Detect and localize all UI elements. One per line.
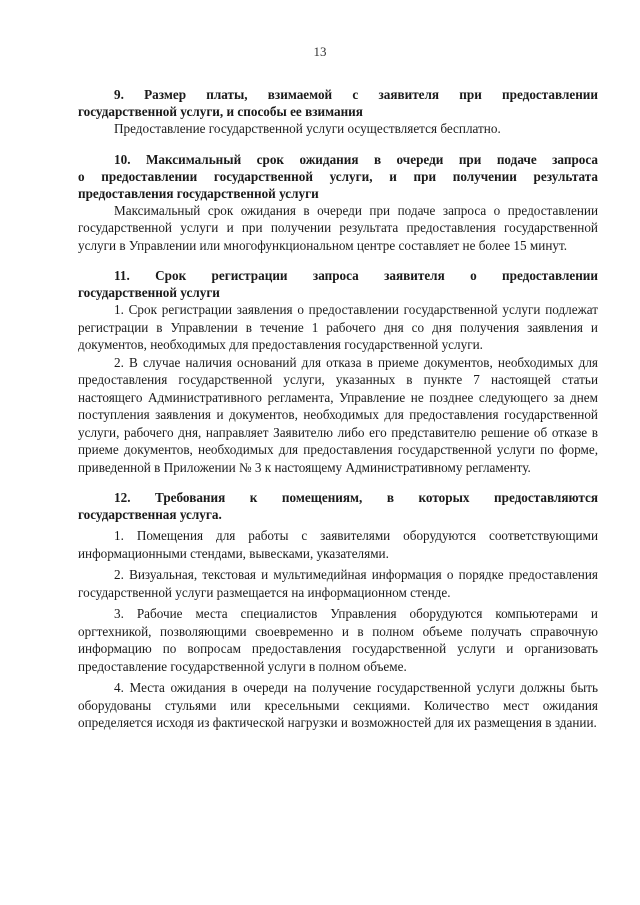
section-heading [78, 267, 598, 301]
section-heading-line2: государственная услуга. [78, 507, 222, 522]
document-content [78, 86, 598, 732]
section-heading [78, 151, 598, 202]
section-heading [78, 86, 598, 120]
section-heading [78, 489, 598, 523]
paragraph: 1. Помещения для работы с заявителями оборудуются соответствующими информационными стендами, вывесками, указателями. [78, 528, 598, 561]
page-number: 13 [313, 44, 327, 59]
section-heading-line2: о предоставлении государственной услуги, и при получении результата предоставления государственной услуги [78, 168, 598, 201]
section-heading-line1: 10. Максимальный срок ожидания в очереди при подаче запроса [114, 151, 598, 167]
paragraph: 2. Визуальная, текстовая и мультимедийная информация о порядке предоставления государственной услуги размещается на информационном стенде. [78, 567, 598, 600]
section-heading-line1: 12. Требования к помещениям, в которых предоставляются [114, 490, 598, 505]
section-heading-line1: 9. Размер платы, взимаемой с заявителя при предоставлении [114, 87, 598, 102]
paragraph: 4. Места ожидания в очереди на получение государственной услуги должны быть оборудованы стульями или кресельными секциями. Количество мест ожидания определяется исходя из фактической нагрузки и возможностей для их размещения в здании. [78, 680, 598, 730]
section-12 [78, 489, 598, 732]
paragraph: Максимальный срок ожидания в очереди при подаче запроса о предоставлении государственной услуги и при получении результата предоставления государственной услуги в Управлении или многофункциональном центре составляет не более 15 минут. [78, 202, 598, 253]
section-heading-line2: государственной услуги [78, 285, 220, 300]
section-10 [78, 151, 598, 255]
paragraph: 3. Рабочие места специалистов Управления оборудуются компьютерами и оргтехникой, позволяющими своевременно и в полном объеме получать справочную информацию по вопросам предоставления государственной услуги и организовать предоставление государственной услуги в полном объеме. [78, 606, 598, 674]
section-heading-line2: государственной услуги, и способы ее взимания [78, 104, 363, 119]
section-heading-line1: 11. Срок регистрации запроса заявителя о предоставлении [114, 268, 598, 283]
paragraph: Предоставление государственной услуги осуществляется бесплатно. [114, 121, 501, 136]
section-11 [78, 267, 598, 476]
section-9 [78, 86, 598, 138]
paragraph: 1. Срок регистрации заявления о предоставлении государственной услуги подлежат регистрации в Управлении в течение 1 рабочего дня со дня получения заявления и документов, необходимых для предоставления государственной услуги. [78, 302, 598, 352]
paragraph: 2. В случае наличия оснований для отказа в приеме документов, необходимых для предоставления государственной услуги, указанных в пункте 7 настоящей статьи настоящего Административного регламента, Управление не позднее следующего за днем поступления заявления и документов, необходимых для предоставления государственной услуги, рабочего дня, направляет Заявителю либо его представителю решение об отказе в приеме документов, необходимых для предоставления государственной услуги по форме, приведенной в Приложении № 3 к настоящему Административному регламенту. [78, 354, 598, 475]
